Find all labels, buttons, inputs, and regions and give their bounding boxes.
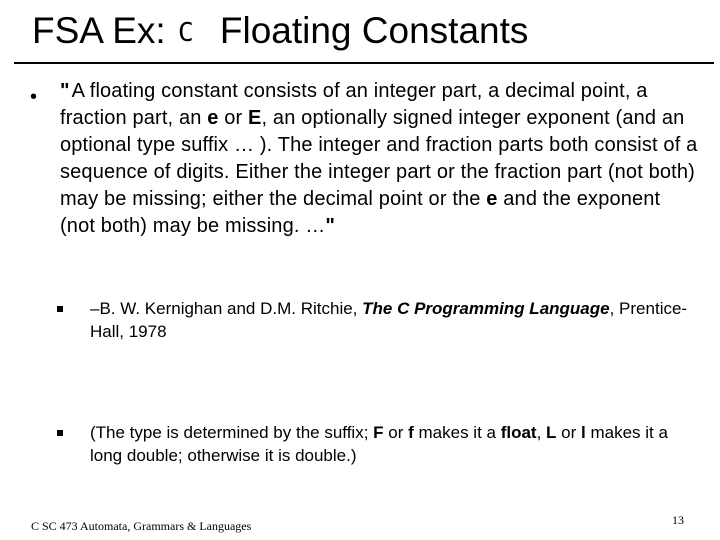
quote-text-4: and the exponent (not both) may be missing. … xyxy=(60,188,661,237)
quote-paragraph xyxy=(60,78,700,240)
quote-text-2: or xyxy=(218,107,249,129)
quote-text-3: , an optionally signed integer exponent (and an optional type suffix … ). The integer and fraction parts both consist of a sequence of digits. Either the integer part or the fraction part (not both) may be missing; either the decimal point or the xyxy=(60,107,698,210)
citation-suffix: , Prentice-Hall, 1978 xyxy=(90,299,688,341)
sub-bullet-icon xyxy=(57,306,63,312)
main-bullet-icon: • xyxy=(30,86,38,108)
quote-e-2: e xyxy=(486,188,498,210)
note-suffix-f: f xyxy=(408,423,414,442)
quote-capital-e: E xyxy=(248,107,262,129)
note-suffix-F: F xyxy=(373,423,384,442)
sub-bullet-icon xyxy=(57,430,63,436)
citation-book-title: The C Programming Language xyxy=(362,299,610,318)
note-suffix-l: l xyxy=(581,423,586,442)
title-suffix: Floating Constants xyxy=(219,10,529,51)
type-note-text xyxy=(90,421,700,467)
quote-text-1: A floating constant consists of an integer part, a decimal point, a fraction part, an xyxy=(60,80,648,129)
slide-title xyxy=(32,8,712,56)
quote-e-1: e xyxy=(207,107,219,129)
title-divider xyxy=(14,62,714,64)
footer-course-name: C SC 473 Automata, Grammars & Languages xyxy=(31,519,252,533)
note-suffix-L: L xyxy=(546,423,557,442)
note-part-3: makes it a xyxy=(413,423,501,442)
note-part-1: (The type is determined by the suffix; xyxy=(90,423,374,442)
quote-open-mark: " xyxy=(60,80,70,102)
note-part-2: or xyxy=(383,423,409,442)
title-prefix: FSA Ex: xyxy=(32,10,166,51)
note-part-5: or xyxy=(556,423,581,442)
note-float: float xyxy=(500,423,537,442)
page-number: 13 xyxy=(672,513,684,527)
citation-prefix: –B. W. Kernighan and D.M. Ritchie, xyxy=(90,299,363,318)
citation-text xyxy=(90,297,700,343)
quote-close-mark: " xyxy=(325,215,336,237)
title-language-c: C xyxy=(177,18,194,48)
note-part-4: , xyxy=(536,423,547,442)
note-part-6: makes it a long double; otherwise it is double.) xyxy=(90,423,668,465)
